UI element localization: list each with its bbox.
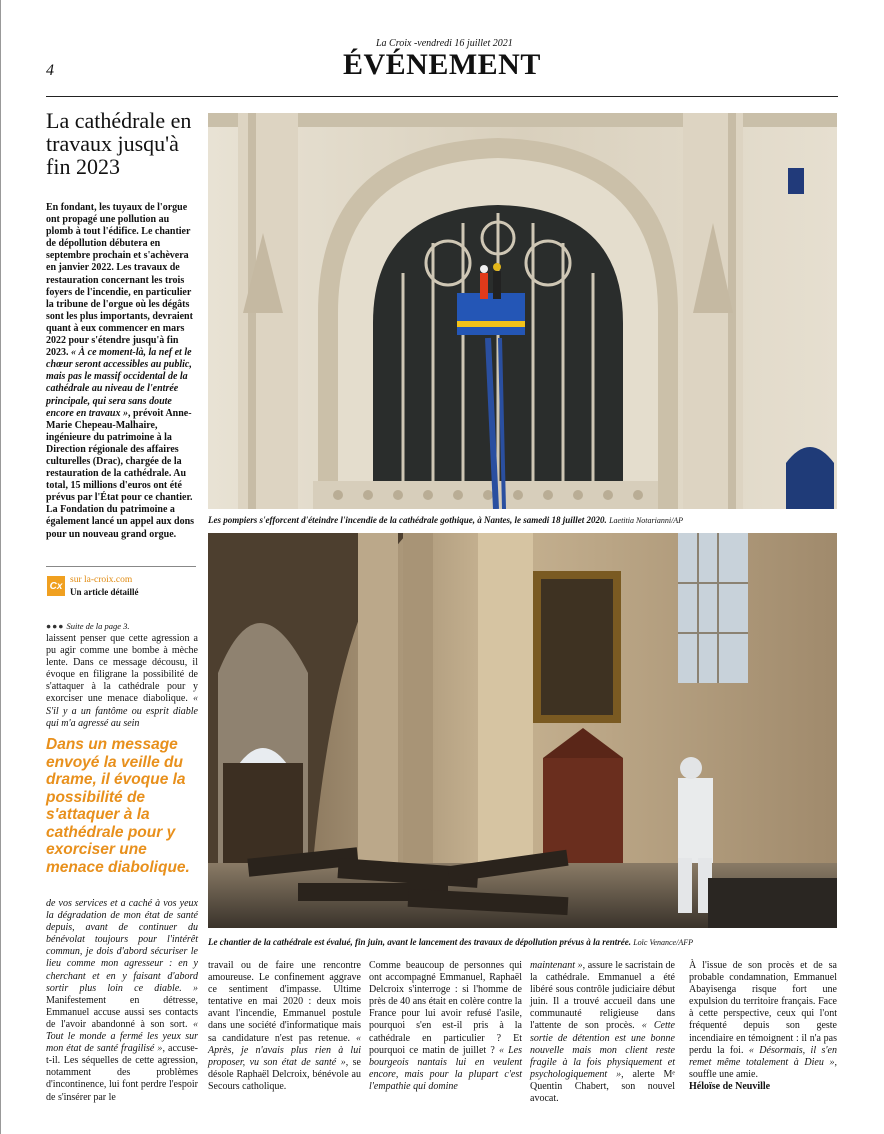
col4-text-b: , alerte Mᵉ Quentin Chabert, son nouvel avocat. bbox=[530, 1068, 675, 1105]
sidebar-title: La cathédrale en travaux jusqu'à fin 2023 bbox=[46, 108, 192, 179]
article-col5 bbox=[689, 960, 837, 1093]
continued-text: Suite de la page 3. bbox=[64, 621, 130, 631]
article-col1-bottom bbox=[46, 898, 198, 1104]
website-link[interactable]: sur la-croix.com bbox=[70, 575, 133, 585]
col5-quote: « Désormais, il s'en remet même totalement à Dieu » bbox=[689, 1044, 837, 1068]
photo-cathedral-fire bbox=[208, 113, 837, 509]
pull-quote: Dans un message envoyé la veille du drame, il évoque la possibilité de s'attaquer à la cathédrale pour y exorciser une menace diabolique. bbox=[46, 736, 190, 876]
sidebar-body bbox=[46, 202, 198, 541]
col3-text-a: Comme beaucoup de personnes qui ont accompagné Emmanuel, Raphaël Delcroix s'interroge : si l'homme de près de 40 ans était en colère contre la France pour lui avoir refusé l'asile, pourquoi s'en est-il pris à la cathédrale en particulier ? Et pourquoi ce matin de juillet ? bbox=[369, 960, 522, 1056]
photo-cathedral-interior bbox=[208, 533, 837, 928]
la-croix-logo: Cx bbox=[47, 576, 65, 596]
col1-top-text: laissent penser que cette agression a pu agir comme une bombe à mèche lente. Dans ce message décousu, il évoque en filigrane la possibilité de s'attaquer à la cathédrale pour y exorciser une menace diabolique. bbox=[46, 633, 198, 705]
article-col3 bbox=[369, 960, 522, 1093]
photo-cathedral-interior-illustration bbox=[208, 533, 837, 928]
photo2-caption-text: Le chantier de la cathédrale est évalué, fin juin, avant le lancement des travaux de dépollution prévus à la rentrée. bbox=[208, 937, 631, 947]
col2-text-b: , se désole Raphaël Delcroix, bénévole au Secours catholique. bbox=[208, 1056, 361, 1092]
sidebar-body-intro: En fondant, les tuyaux de l'orgue ont propagé une pollution au plomb à tout l'édifice. Le chantier de dépollution débutera en septembre prochain et s'achèvera en janvier 2022. Les travaux de restauration concernant les trois foyers de l'incendie, en particulier la tribune de l'orgue où les dégâts sont les plus importants, devraient quant à eux commencer en mars 2022 pour s'étendre jusqu'à fin 2023. bbox=[46, 202, 193, 359]
article-col4 bbox=[530, 960, 675, 1105]
col1-bottom-end: , accuse-t-il. Les séquelles de cette agression, notamment des problèmes d'incontinence, lui font perdre l'espoir de s'insérer par le bbox=[46, 1043, 198, 1103]
photo2-credit: Loïc Venance/AFP bbox=[633, 938, 693, 947]
header-date-line: La Croix -vendredi 16 juillet 2021 bbox=[376, 38, 513, 49]
continued-note bbox=[46, 621, 198, 631]
col2-text-a: travail ou de faire une rencontre amoureuse. Le confinement aggrave ce sentiment d'impasse. Ultime tentative en mai 2020 : deux mois avant l'incendie, Emmanuel postule dans une société d'informatique mais sa candidature n'est pas retenue. bbox=[208, 960, 361, 1044]
sidebar-body-rest: , prévoit Anne-Marie Chepeau-Malhaire, ingénieure du patrimoine à la Direction régionale des affaires culturelles (Drac), chargée de la restauration de la cathédrale. Au total, 15 millions d'euros ont été prévus par l'État pour ce chantier. La Fondation du patrimoine a également lancé un appel aux dons pour un nouveau grand orgue. bbox=[46, 407, 195, 540]
page-number: 4 bbox=[46, 62, 54, 79]
photo2-caption bbox=[208, 937, 837, 947]
col5-text-b: , souffle une amie. bbox=[689, 1056, 837, 1080]
continued-bullets: ●●● bbox=[46, 621, 65, 631]
article-col2 bbox=[208, 960, 361, 1093]
col4-quote1: maintenant » bbox=[530, 960, 583, 971]
col1-top-quote: « S'il y a un fantôme ou esprit diable qui m'a agressé au sein bbox=[46, 693, 198, 729]
sidebar-rule bbox=[46, 566, 196, 567]
col3-quote: « Les bourgeois nantais lui en veulent encore, mais pour la plupart c'est l'empathie qui domine bbox=[369, 1044, 522, 1092]
col1-bottom-quote: de vos services et a caché à vos yeux la dégradation de mon état de santé depuis, avant de continuer du bénévolat toujours pour l'intérêt commun, je dois d'abord sécuriser le lieu comme mon agresseur : en y cherchant et en y faisant d'abord sortir plus loin ce diable. » bbox=[46, 898, 198, 994]
article-col1-top bbox=[46, 633, 198, 730]
photo1-credit: Laetitia Notarianni/AP bbox=[609, 516, 684, 525]
header-rule bbox=[46, 96, 838, 97]
photo1-caption bbox=[208, 515, 837, 525]
col4-text-a: , assure le sacristain de la cathédrale. Emmanuel a été libéré sous contrôle judiciaire début juin. Il a trouvé accueil dans une communauté religieuse dans l'attente de son procès. bbox=[530, 960, 675, 1032]
section-title: ÉVÉNEMENT bbox=[343, 48, 541, 81]
col4-quote2: « Cette sortie de détention est une bonne nouvelle mais mon client reste fragile à la fois physiquement et psychologiquement » bbox=[530, 1020, 675, 1080]
sidebar-body-quote: « À ce moment-là, la nef et le chœur seront accessibles au public, mais pas le massif occidental de la cathédrale au niveau de l'entrée principale, qui sera sans doute encore en travaux » bbox=[46, 347, 192, 419]
page-edge bbox=[0, 0, 1, 1134]
col2-quote: « Après, je n'avais plus rien à lui proposer, vu son état de santé » bbox=[208, 1032, 361, 1068]
photo-cathedral-fire-illustration bbox=[208, 113, 837, 509]
article-link-label[interactable]: Un article détaillé bbox=[70, 587, 139, 597]
col1-bottom-rest: Manifestement en détresse, Emmanuel accuse aussi ses contacts de l'avoir abandonné à son sort. bbox=[46, 994, 198, 1030]
photo1-caption-text: Les pompiers s'efforcent d'éteindre l'incendie de la cathédrale gothique, à Nantes, le samedi 18 juillet 2020. bbox=[208, 515, 607, 525]
col5-text-a: À l'issue de son procès et de sa probable condamnation, Emmanuel Abayisenga risque fort une expulsion du territoire français. Face à cette perspective, ceux qui l'ont fréquenté depuis son geste incendiaire en témoignent : il n'a pas perdu la foi. bbox=[689, 960, 837, 1056]
author-byline: Héloïse de Neuville bbox=[689, 1080, 771, 1092]
col1-bottom-quote2: « Tout le monde a fermé les yeux sur mon état de santé fragilisé » bbox=[46, 1018, 198, 1055]
